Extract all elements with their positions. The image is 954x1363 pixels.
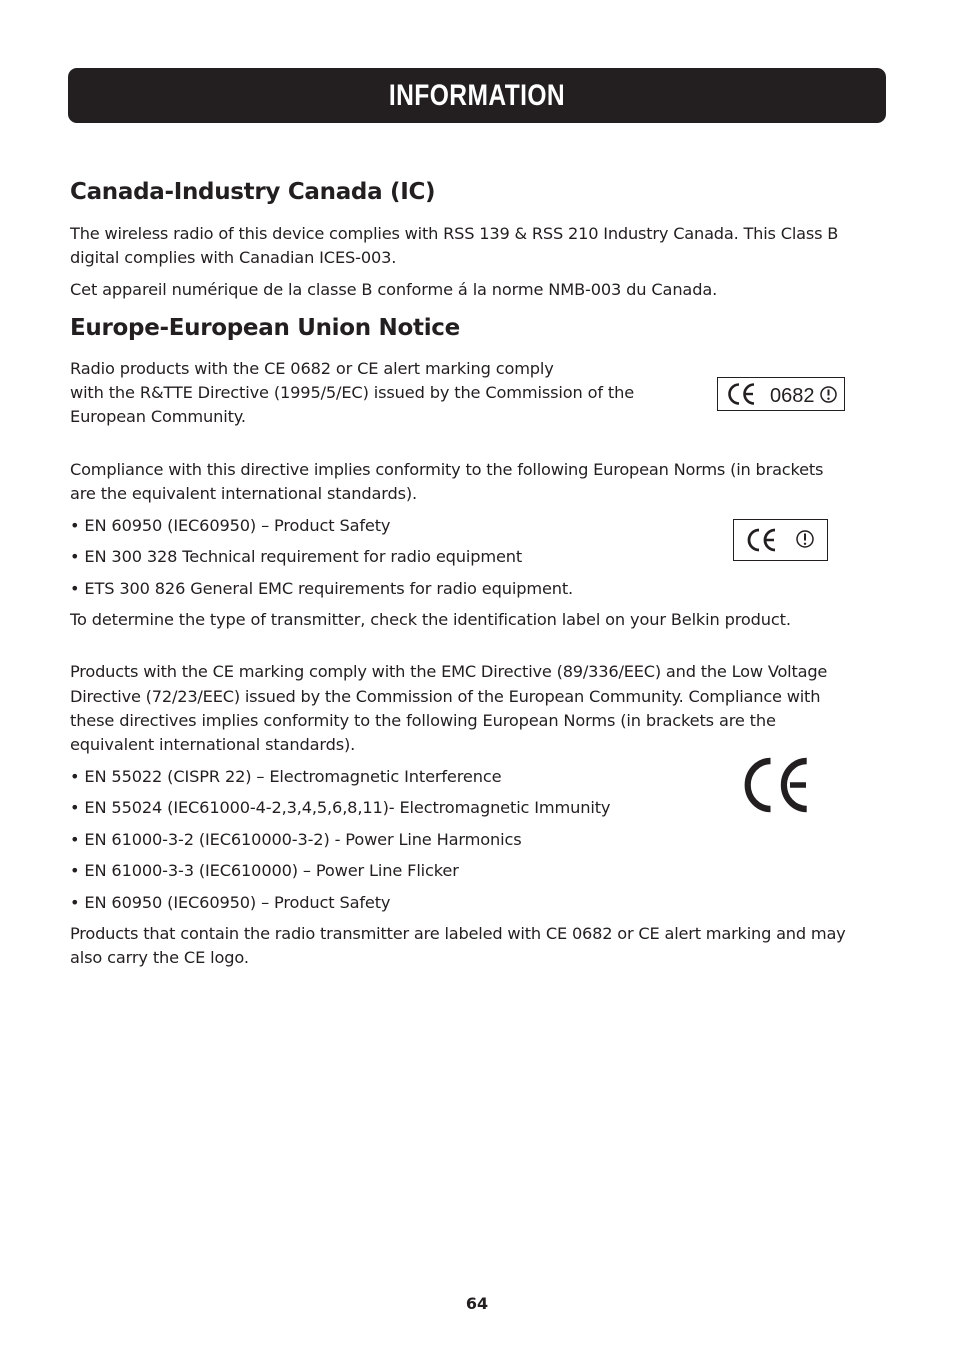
europe-intro-line-1: Radio products with the CE 0682 or CE alert marking comply xyxy=(70,359,554,378)
emc-norm-item: • EN 60950 (IEC60950) – Product Safety xyxy=(70,893,391,912)
page-number: 64 xyxy=(465,1294,489,1313)
closing-line-2: also carry the CE logo. xyxy=(70,948,249,967)
canada-heading: Canada-Industry Canada (IC) xyxy=(70,179,436,205)
ce-0682-number: 0682 xyxy=(770,385,815,407)
transmitter-note: To determine the type of transmitter, check the identification label on your Belkin product. xyxy=(70,610,791,629)
header-bar xyxy=(68,68,886,123)
europe-intro-line-3: European Community. xyxy=(70,407,246,426)
canada-paragraph-line-2: digital complies with Canadian ICES-003. xyxy=(70,248,397,267)
europe-intro-line-2: with the R&TTE Directive (1995/5/EC) issued by the Commission of the xyxy=(70,383,635,402)
emc-norm-item: • EN 61000-3-2 (IEC610000-3-2) - Power Line Harmonics xyxy=(70,830,522,849)
emc-norm-item: • EN 55022 (CISPR 22) – Electromagnetic Interference xyxy=(70,767,502,786)
page-title: INFORMATION xyxy=(388,79,566,112)
emc-norm-item: • EN 61000-3-3 (IEC610000) – Power Line Flicker xyxy=(70,861,459,880)
radio-norm-item: • EN 300 328 Technical requirement for radio equipment xyxy=(70,547,523,566)
emc-line-2: Directive (72/23/EEC) issued by the Commission of the European Community. Compliance with xyxy=(70,687,821,706)
closing-line-1: Products that contain the radio transmitter are labeled with CE 0682 or CE alert marking and may xyxy=(70,924,846,943)
radio-norm-item: • ETS 300 826 General EMC requirements for radio equipment. xyxy=(70,579,574,598)
ce-0682-alert-mark xyxy=(717,377,845,411)
emc-line-4: equivalent international standards). xyxy=(70,735,356,754)
ce-logo-icon xyxy=(718,378,844,410)
compliance-line-2: are the equivalent international standards). xyxy=(70,484,418,503)
emc-line-3: these directives implies conformity to the following European Norms (in brackets are the xyxy=(70,711,776,730)
ce-alert-mark xyxy=(733,519,828,561)
canada-french-paragraph: Cet appareil numérique de la classe B conforme á la norme NMB-003 du Canada. xyxy=(70,280,718,299)
ce-logo-icon xyxy=(734,520,827,560)
radio-norm-item: • EN 60950 (IEC60950) – Product Safety xyxy=(70,516,391,535)
emc-line-1: Products with the CE marking comply with the EMC Directive (89/336/EEC) and the Low Voltage xyxy=(70,662,828,681)
compliance-line-1: Compliance with this directive implies conformity to the following European Norms (in brackets xyxy=(70,460,824,479)
europe-heading: Europe-European Union Notice xyxy=(70,315,460,341)
ce-logo xyxy=(744,756,814,814)
emc-norm-item: • EN 55024 (IEC61000-4-2,3,4,5,6,8,11)- Electromagnetic Immunity xyxy=(70,798,611,817)
ce-logo-icon xyxy=(744,756,814,814)
canada-paragraph-line-1: The wireless radio of this device complies with RSS 139 & RSS 210 Industry Canada. This Class B xyxy=(70,224,839,243)
